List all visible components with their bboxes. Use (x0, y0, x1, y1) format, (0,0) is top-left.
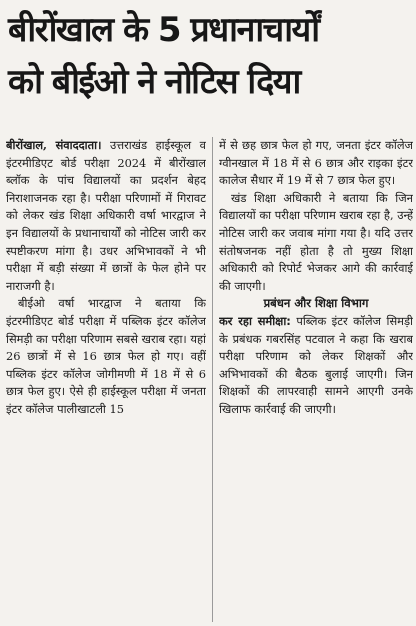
paragraph-2-continued: में से छह छात्र फेल हो गए, जनता इंटर कॉलेज ग्वीनखाल में 18 में से 6 छात्र और राइका इंटर कालेज सैधार में 19 में से 7 छात्र फेल हुए। (219, 138, 413, 188)
headline (8, 4, 410, 108)
article-column-right (219, 137, 413, 626)
paragraph-1-text: उत्तराखंड हाईस्कूल व इंटरमीडिएट बोर्ड परीक्षा 2024 में बीरोंखाल ब्लॉक के पांच विद्यालयों का प्रदर्शन बेहद निराशाजनक रहा है। परीक्षा परिणामों में गिरावट को लेकर खंड शिक्षा अधिकारी वर्षा भारद्वाज ने इन विद्यालयों के प्रधानाचार्यों को नोटिस जारी कर स्पष्टीकरण मांगा है। उधर अभिभावकों ने भी परीक्षा में बड़ी संख्या में छात्रों के फेल होने पर नाराजगी है। (6, 138, 206, 293)
paragraph-1 (6, 137, 206, 295)
paragraph-3: खंड शिक्षा अधिकारी ने बताया कि जिन विद्यालयों का परीक्षा परिणाम खराब रहा है, उन्हें नोटिस जारी कर जवाब मांगा गया है। यदि उत्तर संतोषजनक नहीं होता है तो मुख्य शिक्षा अधिकारी को रिपोर्ट भेजकर आगे की कार्रवाई की जाएगी। (219, 190, 413, 293)
dateline-place: बीरोंखाल, (6, 138, 48, 152)
paragraph-4 (219, 313, 413, 419)
paragraph-4-text: पब्लिक इंटर कॉलेज सिमड़ी के प्रबंधक गबरसिंह पटवाल ने कहा कि खराब परीक्षा परिणाम को लेकर शिक्षकों और अभिभावकों की बैठक बुलाई जाएगी। जिन शिक्षकों की लापरवाही सामने आएगी उनके खिलाफ कार्रवाई की जाएगी। (219, 313, 413, 416)
column-divider (212, 137, 213, 622)
article-column-left (6, 137, 206, 626)
dateline-source: संवाददाता। (55, 138, 102, 152)
subhead-continued: कर रहा समीक्षा: (219, 313, 291, 328)
headline-line-2: को बीईओ ने नोटिस दिया (8, 62, 300, 102)
headline-line-1: बीरोंखाल के 5 प्रधानाचार्यों (8, 10, 319, 50)
paragraph-2: बीईओ वर्षा भारद्वाज ने बताया कि इंटरमीडिएट बोर्ड परीक्षा में पब्लिक इंटर कॉलेज सिमड़ी का परीक्षा परिणाम सबसे खराब रहा। यहां 26 छात्रों में से 16 छात्र फेल हो गए। वहीं पब्लिक इंटर कॉलेज जोगीमणी में 18 में से 6 छात्र फेल हुए। ऐसे ही हाईस्कूल परीक्षा में जनता इंटर कॉलेज पालीखाटली 15 (6, 296, 206, 416)
subhead: प्रबंधन और शिक्षा विभाग (263, 296, 369, 311)
